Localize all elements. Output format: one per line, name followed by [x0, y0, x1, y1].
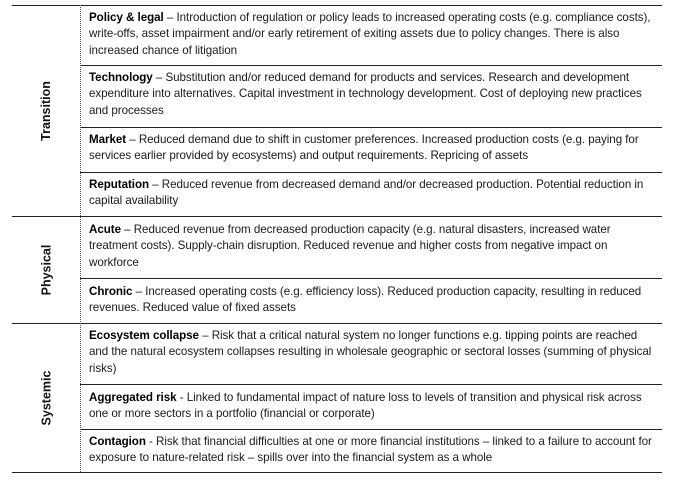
risk-title: Chronic	[89, 285, 133, 298]
category-label-systemic	[12, 323, 80, 472]
risk-title: Technology	[89, 71, 153, 84]
risk-separator: –	[132, 285, 146, 298]
risk-description: Risk that financial difficulties at one or more financial institutions – linked to a failure to account for exposure to nature-related risk – spills over into the financial system as a whole	[89, 435, 652, 465]
row-divider	[80, 384, 662, 385]
risk-title: Reputation	[89, 178, 150, 191]
column-divider	[80, 5, 81, 472]
row-divider	[80, 65, 662, 66]
risk-separator: –	[149, 178, 162, 191]
risk-description: Reduced demand due to shift in customer preferences. Increased production costs (e.g. paying for services earlier provided by ecosystems) and output requirements. Repricing of assets	[89, 133, 639, 163]
risk-ecosystem-collapse	[89, 328, 659, 377]
risk-separator: –	[120, 223, 134, 236]
risk-chronic	[89, 284, 659, 317]
risk-title: Ecosystem collapse	[89, 329, 199, 342]
risk-description: Reduced revenue from decreased production capacity (e.g. natural disasters, increased water treatment costs). Supply-chain disruption. Reduced revenue and higher costs from negative impact on workforce	[89, 223, 611, 269]
risk-market	[89, 132, 659, 165]
risk-title: Policy & legal	[89, 11, 164, 24]
risk-description: Increased operating costs (e.g. efficiency loss). Reduced production capacity, resulting in reduced revenues. Reduced value of fixed assets	[89, 285, 642, 315]
risk-acute	[89, 222, 659, 271]
risk-separator: –	[198, 329, 212, 342]
risk-description: Linked to fundamental impact of nature loss to levels of transition and physical risk across one or more sectors in a portfolio (financial or corporate)	[89, 391, 642, 421]
risk-description: Introduction of regulation or policy leads to increased operating costs (e.g. compliance costs), write-offs, asset impairment and/or early retirement of exiting assets due to policy changes. There is also increased chance of litigation	[89, 11, 651, 57]
category-label-transition	[12, 5, 80, 216]
category-name: Transition	[38, 80, 53, 141]
risk-aggregated	[89, 390, 659, 423]
risk-policy-legal	[89, 10, 659, 59]
category-divider	[12, 323, 662, 324]
risk-reputation	[89, 177, 659, 210]
risk-description: Substitution and/or reduced demand for products and services. Research and development expenditure into alternatives. Capital investment in technology development. Cost of deploying new practices and processes	[89, 71, 642, 117]
row-divider	[80, 278, 662, 279]
category-divider	[12, 216, 662, 217]
risk-title: Contagion	[89, 435, 146, 448]
risk-description: Risk that a critical natural system no longer functions e.g. tipping points are reached and the natural ecosystem collapses resulting in wholesale geographic or sectoral losses (summing of physical risks)	[89, 329, 652, 375]
risk-separator: –	[163, 11, 177, 24]
category-name: Systemic	[39, 370, 53, 425]
risk-separator: -	[145, 435, 157, 448]
category-label-physical	[12, 216, 80, 323]
risk-separator: -	[176, 391, 187, 404]
risk-title: Aggregated risk	[89, 391, 177, 404]
risk-separator: –	[126, 133, 139, 146]
risk-description: Reduced revenue from decreased demand and/or decreased production. Potential reduction in capital availability	[89, 178, 644, 208]
risk-technology	[89, 70, 659, 119]
row-divider	[80, 172, 662, 173]
risk-separator: –	[152, 71, 166, 84]
category-name: Physical	[38, 244, 53, 295]
risk-title: Market	[89, 133, 127, 146]
table-bottom-border	[12, 472, 662, 473]
risk-contagion	[89, 434, 659, 467]
table-top-border	[12, 5, 662, 6]
row-divider	[80, 429, 662, 430]
row-divider	[80, 127, 662, 128]
risk-title: Acute	[89, 223, 121, 236]
